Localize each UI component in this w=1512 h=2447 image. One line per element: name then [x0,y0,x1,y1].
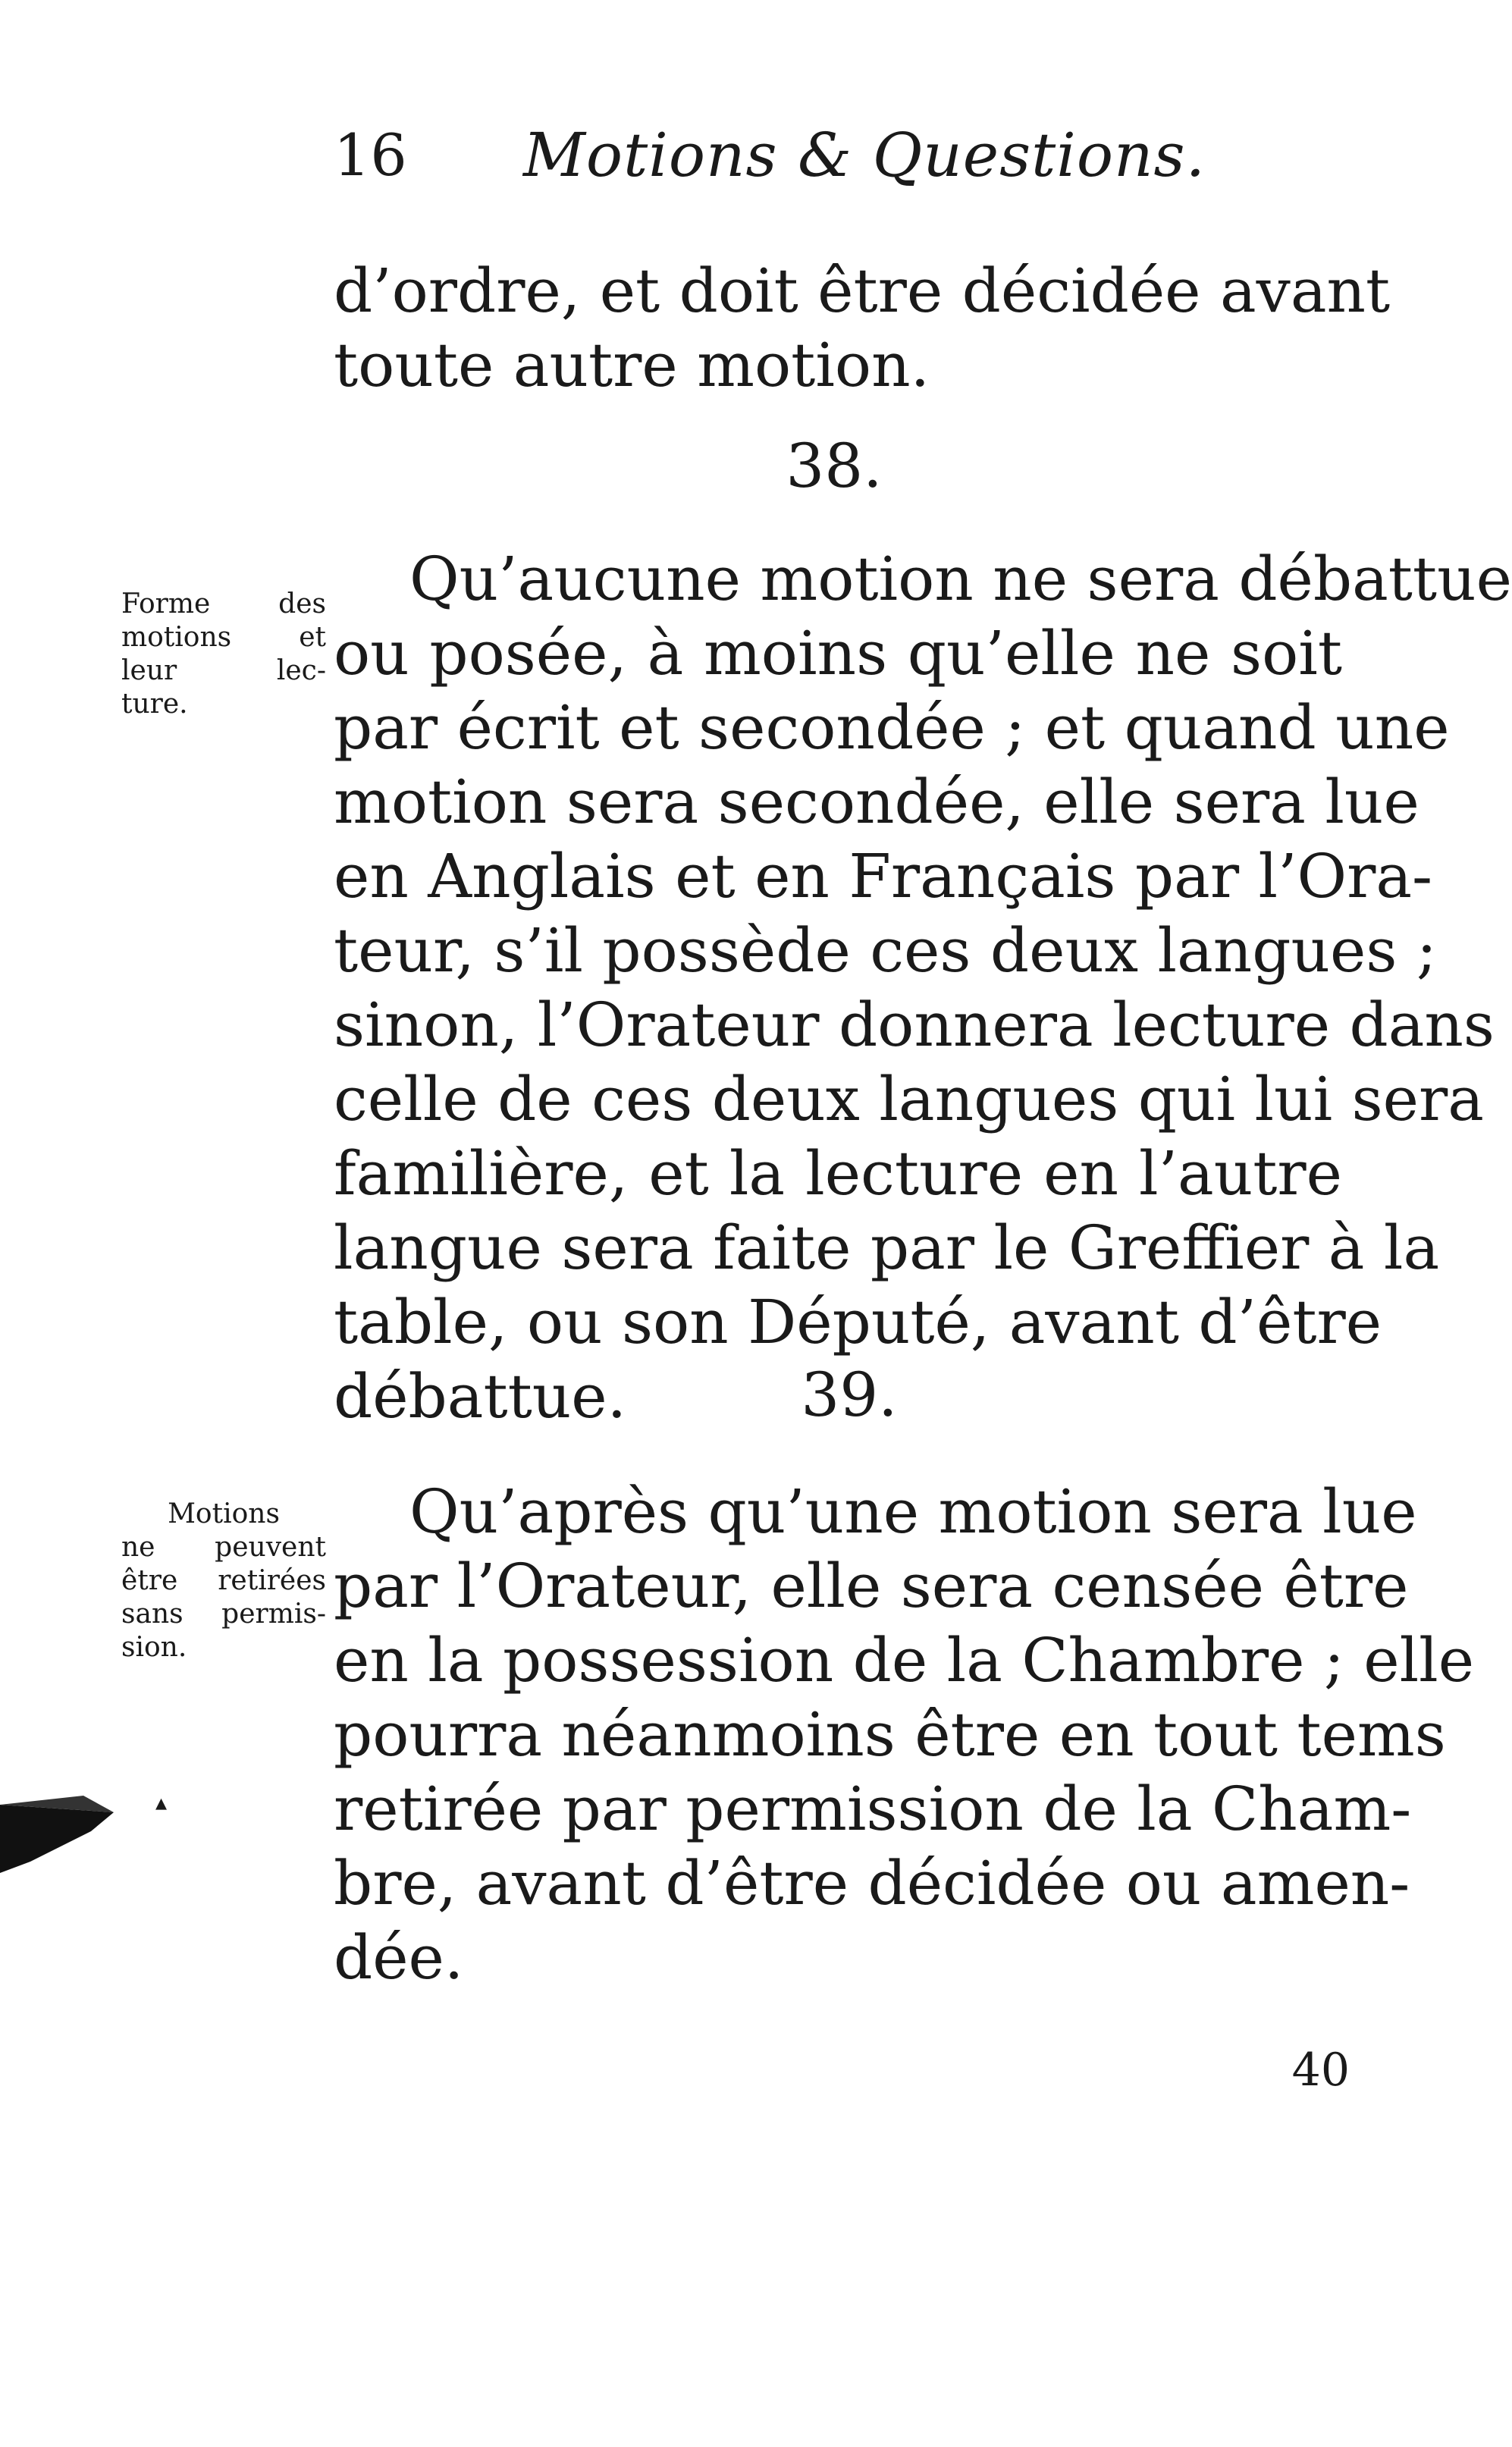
running-title: Motions & Questions. [523,120,1206,190]
margin-note-38 [121,588,326,721]
text-line: pourra néanmoins être en tout tems [334,1699,1446,1770]
page-number: 16 [334,121,407,189]
text-line: par écrit et secondée ; et quand une [334,692,1450,763]
margin-note-line: Motions [168,1498,280,1529]
ink-smudge [0,1790,121,1888]
text-line: dée. [334,1922,464,1993]
margin-note-line: leur lec- [121,655,326,686]
text-line: Qu’après qu’une motion sera lue [409,1476,1417,1547]
margin-note-line: sion. [121,1632,187,1663]
text-line: ou posée, à moins qu’elle ne soit [334,618,1342,689]
section-number-38: 38. [786,431,883,501]
text-line: retirée par permission de la Cham- [334,1774,1412,1844]
text-line: d’ordre, et doit être décidée avant [334,256,1391,326]
text-line: sinon, l’Orateur donnera lecture dans [334,990,1495,1060]
margin-note-line: sans permis- [121,1598,326,1630]
text-line: toute autre motion. [334,330,930,400]
running-header [334,114,1350,197]
text-line: en la possession de la Chambre ; elle [334,1625,1475,1696]
stray-mark: ▴ [155,1790,168,1816]
text-line: en Anglais et en Français par l’Ora- [334,841,1433,911]
margin-note-line: ture. [121,689,188,720]
text-line: teur, s’il possède ces deux langues ; [334,915,1437,986]
section-39-paragraph [334,1475,1475,1995]
text-line: celle de ces deux langues qui lui sera [334,1064,1484,1134]
continuation-paragraph [334,254,1391,403]
footer-mark: 40 [1291,2044,1350,2097]
text-line: motion sera secondée, elle sera lue [334,767,1419,837]
margin-note-line: ne peuvent [121,1532,326,1563]
text-line: table, ou son Député, avant d’être [334,1287,1382,1357]
text-line: par l’Orateur, elle sera censée être [334,1551,1409,1621]
section-number-39: 39. [801,1360,898,1430]
margin-note-39 [121,1498,326,1664]
text-line: langue sera faite par le Greffier à la [334,1213,1440,1283]
section-38-paragraph [334,542,1512,1434]
margin-note-line: être retirées [121,1565,326,1596]
text-line: débattue. [334,1361,627,1432]
margin-note-line: Forme des [121,588,326,620]
margin-note-line: motions et [121,622,326,653]
text-line: Qu’aucune motion ne sera débattue [409,544,1512,614]
text-line: familière, et la lecture en l’autre [334,1138,1342,1209]
text-line: bre, avant d’être décidée ou amen- [334,1848,1410,1918]
